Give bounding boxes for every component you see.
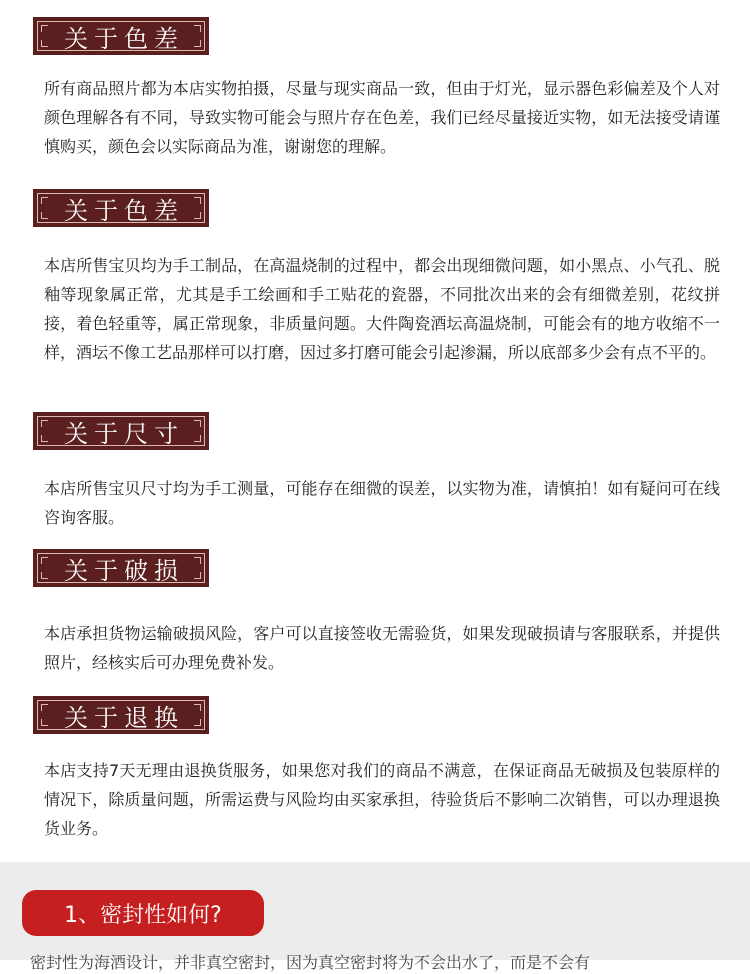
section-title-badge (33, 189, 209, 227)
section-title: 关于色差 (64, 24, 184, 53)
section-title: 关于退换 (64, 703, 184, 732)
faq-answer-text: 密封性为海酒设计，并非真空密封，因为真空密封将为不会出水了，而是不会有 (30, 953, 591, 972)
section-title-badge (33, 549, 209, 587)
section-title-badge (33, 412, 209, 450)
section-text: 本店支持7天无理由退换货服务，如果您对我们的商品不满意，在保证商品无破损及包装原样的情况下，除质量问题，所需运费与风险均由买家承担，待验货后不影响二次销售，可以办理退换货业务。 (44, 761, 720, 838)
section-title-badge (33, 696, 209, 734)
faq-question-pill: 1、密封性如何? (22, 890, 264, 936)
section-text: 本店所售宝贝尺寸均为手工测量，可能存在细微的误差，以实物为准，请慎拍！如有疑问可在线咨询客服。 (44, 479, 720, 527)
section-title: 关于破损 (64, 556, 184, 585)
section-text: 本店所售宝贝均为手工制品，在高温烧制的过程中，都会出现细微问题，如小黑点、小气孔、脱釉等现象属正常，尤其是手工绘画和手工贴花的瓷器，不同批次出来的会有细微差别，花纹拼接，着色轻重等，属正常现象，非质量问题。大件陶瓷酒坛高温烧制，可能会有的地方收缩不一样，酒坛不像工艺品那样可以打磨，因过多打磨可能会引起渗漏，所以底部多少会有点不平的。 (44, 256, 720, 362)
faq-section (0, 862, 750, 972)
section-title: 关于色差 (64, 196, 184, 225)
section-text: 本店承担货物运输破损风险，客户可以直接签收无需验货，如果发现破损请与客服联系，并提供照片，经核实后可办理免费补发。 (44, 624, 720, 672)
section-text: 所有商品照片都为本店实物拍摄，尽量与现实商品一致，但由于灯光，显示器色彩偏差及个人对颜色理解各有不同，导致实物可能会与照片存在色差，我们已经尽量接近实物，如无法接受请谨慎购买，颜色会以实际商品为准，谢谢您的理解。 (44, 79, 720, 156)
section-title: 关于尺寸 (64, 419, 184, 448)
section-title-badge (33, 17, 209, 55)
